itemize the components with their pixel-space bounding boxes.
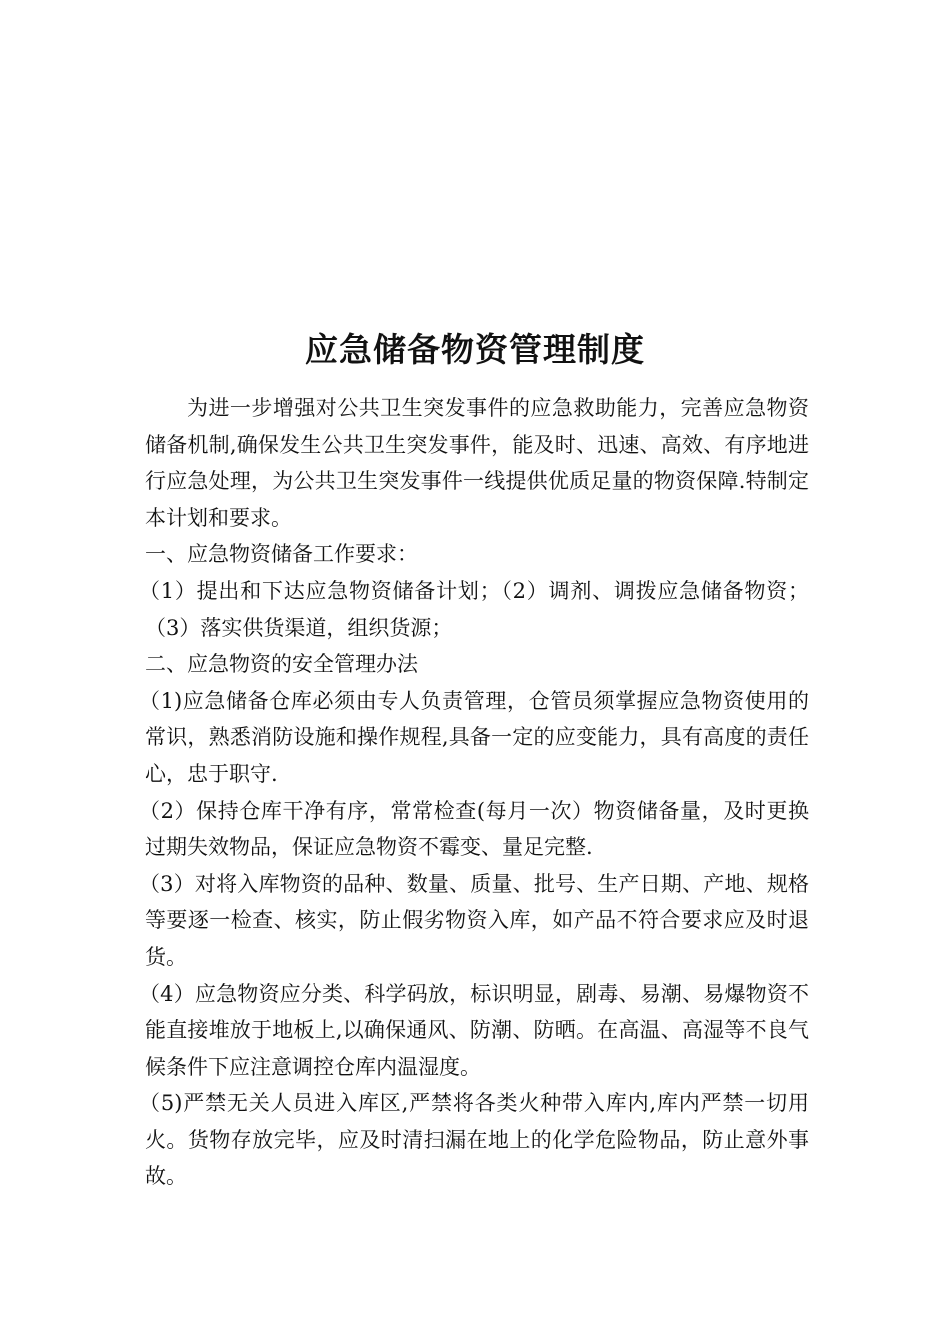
- rule-item-2: （2）保持仓库干净有序，常常检查(每月一次）物资储备量，及时更换过期失效物品，保证应急物资不霉变、量足完整.: [139, 798, 809, 860]
- document-body: [139, 390, 809, 1195]
- section-1-items: （1）提出和下达应急物资储备计划；（2）调剂、调拨应急储备物资；（3）落实供货渠道，组织货源；: [139, 578, 809, 640]
- rule-item-5: （5)严禁无关人员进入库区,严禁将各类火种带入库内,库内严禁一切用火。货物存放完毕，应及时清扫漏在地上的化学危险物品，防止意外事故。: [139, 1091, 809, 1189]
- intro-paragraph: 为进一步增强对公共卫生突发事件的应急救助能力，完善应急物资储备机制,确保发生公共卫生突发事件，能及时、迅速、高效、有序地进行应急处理，为公共卫生突发事件一线提供优质足量的物资保障.特制定本计划和要求。: [145, 396, 809, 530]
- rule-item-4: （4）应急物资应分类、科学码放，标识明显，剧毒、易潮、易爆物资不能直接堆放于地板上,以确保通风、防潮、防晒。在高温、高湿等不良气候条件下应注意调控仓库内温湿度。: [139, 981, 809, 1079]
- section-heading-1: 一、应急物资储备工作要求：: [145, 542, 418, 567]
- document-title: 应急储备物资管理制度: [305, 330, 645, 369]
- rule-item-3: （3）对将入库物资的品种、数量、质量、批号、生产日期、产地、规格等要逐一检查、核实，防止假劣物资入库，如产品不符合要求应及时退货。: [139, 871, 809, 969]
- section-heading-2: 二、应急物资的安全管理办法: [145, 652, 418, 677]
- rule-item-1: （1)应急储备仓库必须由专人负责管理，仓管员须掌握应急物资使用的常识，熟悉消防设施和操作规程,具备一定的应变能力，具有高度的责任心，忠于职守.: [139, 688, 809, 786]
